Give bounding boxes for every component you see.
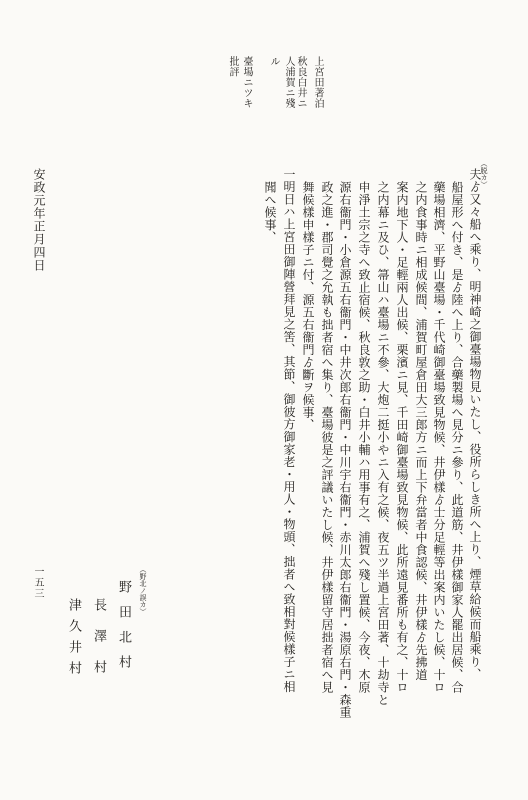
- marginal-note: （脱カ）: [480, 160, 488, 188]
- body-line: 一明日ハ上宮田御陣營拜見之筈、其節、御彼方御家老・用人・物頭、拙者へ致相對候樣子ニ相: [282, 168, 296, 693]
- header-note-4: ル: [268, 56, 279, 67]
- body-line: 案内地下人・足輕兩人出候、栗濱ニ見、千田崎御臺場致見物候、此所遠見番所も有之、十ロ: [395, 181, 409, 694]
- signature-village-3: 津久井村: [66, 598, 81, 682]
- page-number: 一五三: [32, 566, 43, 599]
- signature-village-1: 野田北村: [116, 580, 131, 680]
- header-note-6: 批評: [227, 56, 238, 77]
- document-date: 安政元年正月四日: [32, 168, 46, 272]
- header-note-5: 臺場ニツキ: [241, 56, 252, 109]
- body-line: 藥場相濟、平野山臺場・千代崎御臺場致見物候、井伊樣ゟ士分足輕等出案内いたし候、十ロ: [432, 181, 446, 694]
- body-line: 之内幕ニ及ひ、箒山ハ臺場ニ不參、大炮二挺小やニ入有之候、夜五ツ半過上宮田著、十劫寺と: [376, 181, 390, 706]
- body-line: 船屋形へ付き、是ゟ陸へ上り、合藥製場へ見分ニ參り、此道筋、井伊樣御家人罷出居候、合: [450, 181, 464, 694]
- signature-village-2: 長澤村: [91, 598, 106, 691]
- header-note-2: 秋良白井ニ: [295, 56, 306, 109]
- body-line: 聞へ候事、: [263, 181, 277, 244]
- body-line: 申淨土宗之寺へ致止宿候、秋良敦之助・白井小輔ハ用事有之、浦賀へ殘し置候、今夜、木原: [357, 181, 371, 694]
- body-line: 舞候樣申樣子ニ付、源五右衞門ゟ斷ヲ候事、: [301, 181, 315, 431]
- body-line: 源右衞門・小倉源五右衞門・中井次郎右衞門・中川宇右衞門・赤川太郎右衞門・湯原右門・森重: [338, 181, 352, 719]
- header-note-1: 上宮田著泊: [312, 56, 323, 109]
- body-line: 夫ゟ又々船へ乘り、明神崎之御臺場物見いたし、役所らしき所へ上り、煙草給候而船乘り、: [468, 168, 482, 681]
- body-line: 之内食事時ニ相成候間、浦賀町屋倉田大三郎方ニ而上下弁當者中食認候、井伊樣ゟ先拂道: [414, 181, 428, 681]
- body-line: 政之進・郡司覺之允執も拙者宿へ集り、臺場彼是之評議いたし候、井伊樣留守居拙者宿へ見: [320, 181, 334, 694]
- header-note-3: 人浦賀ニ殘: [283, 56, 294, 109]
- signature-note: （野北ノ誤カ）: [139, 566, 147, 615]
